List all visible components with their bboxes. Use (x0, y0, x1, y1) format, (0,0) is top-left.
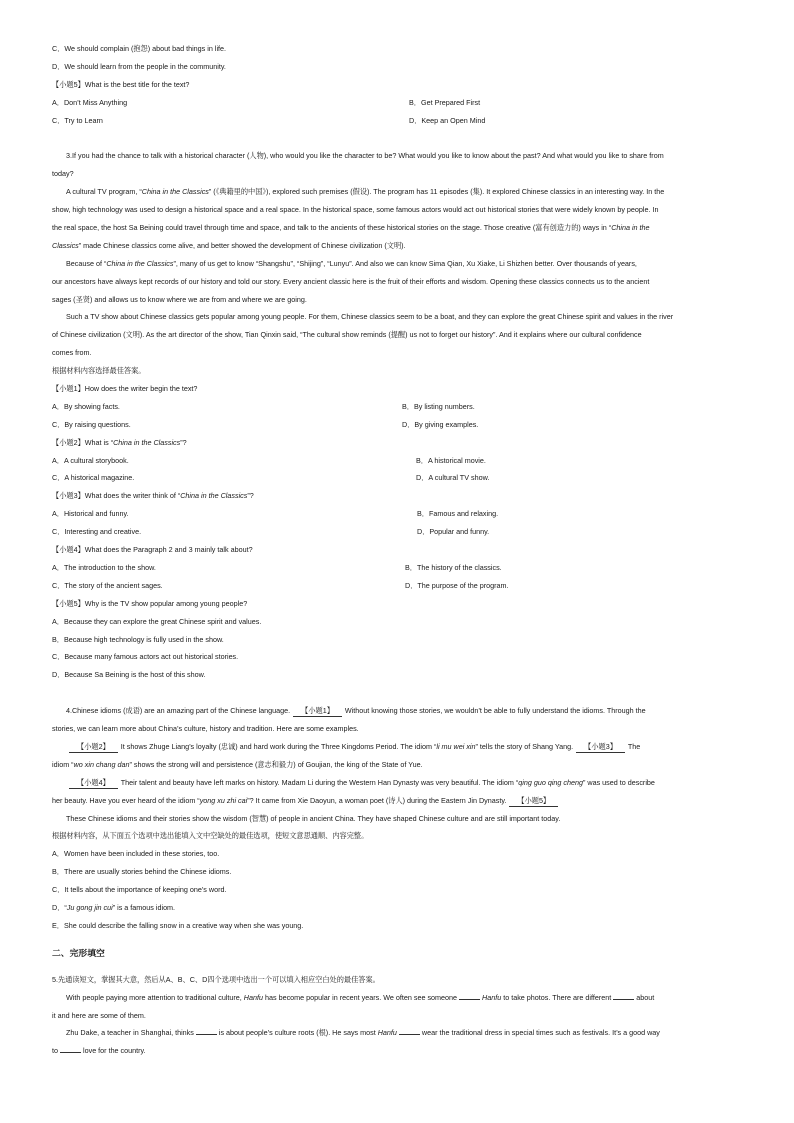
cloze-blank[interactable] (196, 1027, 217, 1035)
options-row (52, 416, 742, 434)
italic-title: China in the Classics (106, 258, 174, 268)
option-b: B．A historical movie. (416, 455, 486, 465)
question-stem: 【小题1】How does the writer begin the text? (52, 384, 198, 394)
paragraph-line (52, 774, 742, 792)
options-row (52, 112, 742, 130)
paragraph-line: These Chinese idioms and their stories show the wisdom (智慧) of people in ancient China. They have shaped Chinese culture and are still important today. (66, 813, 561, 823)
text-run: ” is a famous idiom. (112, 902, 176, 912)
italic-idiom: li mu wei xin (436, 741, 476, 751)
paragraph-line: today? (52, 169, 74, 179)
paragraph-line (52, 1024, 742, 1042)
paragraph-line: show, high technology was used to design a historical space and a real space. In the historical space, some famous actors would act out historical stories that were widely known by people. In (52, 205, 659, 215)
instruction: 根据材料内容，从下面五个选项中选出能填入文中空缺处的最佳选项，使短文意思通顺、内容完整。 (52, 831, 369, 841)
option-b: B．By listing numbers. (402, 401, 475, 411)
option-a: A．Historical and funny. (52, 509, 129, 519)
cloze-blank[interactable] (399, 1027, 420, 1035)
text-run: wear the traditional dress in special times such as festivals. It’s a good way (421, 1028, 660, 1038)
paragraph-line: it and here are some of them. (52, 1010, 146, 1020)
document-page (52, 40, 742, 1060)
paragraph-line (52, 1042, 742, 1060)
italic-title: China in the Classics (180, 491, 248, 501)
options-row (52, 94, 742, 112)
option-c: C．Interesting and creative. (52, 527, 142, 537)
options-row (52, 452, 742, 470)
cloze-blank[interactable] (60, 1045, 81, 1053)
question-blank[interactable]: 【小题4】 (69, 778, 118, 789)
italic-idiom: wo xin chang dan (73, 759, 130, 769)
paragraph-line (52, 255, 742, 273)
text-run: Without knowing those stories, we wouldn’t be able to fully understand the idioms. Through the (344, 706, 646, 716)
text-run: 【小题2】What is “ (52, 437, 114, 447)
paragraph-line (52, 237, 742, 255)
text-run: 4.Chinese idioms (成语) are an amazing part of the Chinese language. (66, 706, 291, 716)
paragraph-line: stories, we can learn more about China’s culture, history and tradition. Here are some examples. (52, 724, 359, 734)
text-run: With people paying more attention to traditional culture, (66, 992, 242, 1002)
italic-word: Hanfu (243, 992, 263, 1002)
option-a: A．Women have been included in these stories, too. (52, 849, 220, 859)
text-run: ” tells the story of Shang Yang. (475, 741, 574, 751)
option-c: C．Because many famous actors act out historical stories. (52, 652, 239, 662)
text-run: Because of “ (66, 258, 107, 268)
text-run: the real space, the host Sa Beining could travel through time and space, and talk to the ancients of these historical stories on the stage. Those creative (富有创造力的) ways in “ (52, 223, 612, 233)
question-stem (52, 434, 742, 452)
option-d: D．The purpose of the program. (405, 580, 509, 590)
text-run: is about people’s culture roots (根). He says most (218, 1028, 376, 1038)
option-c: C．The story of the ancient sages. (52, 580, 163, 590)
cloze-blank[interactable] (613, 992, 634, 1000)
text-run: D．“ (52, 902, 67, 912)
options-row (52, 523, 742, 541)
italic-title: China in the Classics (141, 187, 209, 197)
text-run: love for the country. (83, 1046, 146, 1056)
paragraph-line (52, 702, 742, 720)
paragraph-line: Such a TV show about Chinese classics gets popular among young people. For them, Chinese classics seem to be a boat, and they can explore the great Chinese spirit and values in the river (66, 312, 674, 322)
text-run: A cultural TV program, “ (66, 187, 142, 197)
option-a: A．The introduction to the show. (52, 562, 156, 572)
option-d: D．A cultural TV show. (416, 473, 490, 483)
options-row (52, 469, 742, 487)
paragraph-line: of Chinese civilization (文明). As the art director of the show, Tian Qinxin said, “The cultural show reminds (提醒) us not to forget our history”. And it explains where our cultural confidence (52, 330, 642, 340)
question-stem: 【小题5】What is the best title for the text? (52, 79, 190, 89)
question-blank[interactable]: 【小题2】 (69, 742, 118, 753)
options-row (52, 398, 742, 416)
italic-title: Classics (52, 240, 79, 250)
options-row (52, 559, 742, 577)
text-run: ” (《典籍里的中国》), explored such premises (假设). The program has 11 episodes (集). It explored Chinese classics in an interesting way. In the (208, 187, 665, 197)
option-d (52, 899, 742, 917)
option-e: E．She could describe the falling snow in a creative way when she was young. (52, 920, 304, 930)
text-run: ”? (180, 437, 187, 447)
question-blank[interactable]: 【小题3】 (576, 742, 625, 753)
text-run: ” made Chinese classics come alive, and better showed the development of Chinese civilization (文明). (78, 240, 406, 250)
text-run: Zhu Dake, a teacher in Shanghai, thinks (66, 1028, 194, 1038)
instruction: 5.先通读短文，掌握其大意，然后从A、B、C、D四个选项中选出一个可以填入相应空白处的最佳答案。 (52, 974, 380, 984)
paragraph-line (52, 792, 742, 810)
option-c: C．By raising questions. (52, 419, 131, 429)
cloze-blank[interactable] (459, 992, 480, 1000)
paragraph-line: sages (圣贤) and allows us to know where we are from and where we are going. (52, 294, 307, 304)
option-b: B．Get Prepared First (409, 97, 481, 107)
text-run: to (52, 1046, 58, 1056)
option-a: A．Because they can explore the great Chinese spirit and values. (52, 616, 262, 626)
text-run: The (627, 741, 641, 751)
option-d: D．We should learn from the people in the community. (52, 61, 226, 71)
option-a: A．A cultural storybook. (52, 455, 129, 465)
text-run: ”? (247, 491, 254, 501)
paragraph-line (52, 989, 742, 1007)
question-blank[interactable]: 【小题5】 (509, 796, 558, 807)
text-run: to take photos. There are different (503, 992, 612, 1002)
option-d: D．Popular and funny. (417, 527, 490, 537)
italic-idiom: qing guo qing cheng (518, 777, 583, 787)
text-run: idiom “ (52, 759, 74, 769)
question-stem (52, 487, 742, 505)
paragraph-line (52, 219, 742, 237)
italic-word: Hanfu (482, 992, 502, 1002)
option-b: B．There are usually stories behind the Chinese idioms. (52, 867, 232, 877)
option-d: D．Keep an Open Mind (409, 115, 486, 125)
option-b: B．Famous and relaxing. (417, 509, 499, 519)
option-c: C．We should complain (抱怨) about bad things in life. (52, 44, 227, 53)
text-run: 【小题3】What does the writer think of “ (52, 491, 181, 501)
question-stem: 【小题5】Why is the TV show popular among young people? (52, 598, 248, 608)
option-c: C．It tells about the importance of keeping one’s word. (52, 885, 227, 895)
text-run: ”, many of us get to know “Shangshu”, “Shijing”, “Lunyu”. And also we can know Sima Qian, Xu Xiake, Li Shizhen better. Over thousands of years, (173, 258, 637, 268)
option-b: B．The history of the classics. (405, 562, 502, 572)
section-heading: 二、完形填空 (52, 948, 105, 959)
italic-idiom: yong xu zhi cai (199, 795, 248, 805)
option-d: D．By giving examples. (402, 419, 479, 429)
question-stem: 【小题4】What does the Paragraph 2 and 3 mainly talk about? (52, 545, 253, 555)
text-run: ”? It came from Xie Daoyun, a woman poet (诗人) during the Eastern Jin Dynasty. (247, 795, 507, 805)
paragraph-line (52, 738, 742, 756)
option-b: B．Because high technology is fully used in the show. (52, 634, 224, 644)
option-a: A．Don’t Miss Anything (52, 97, 128, 107)
text-run: It shows Zhuge Liang’s loyalty (忠诚) and hard work during the Three Kingdoms Period. The idiom “ (120, 741, 437, 751)
text-run: Their talent and beauty have left marks on history. Madam Li during the Western Han Dynasty was very beautiful. The idiom “ (120, 777, 519, 787)
italic-idiom: Ju gong jin cui (66, 902, 113, 912)
instruction: 根据材料内容选择最佳答案。 (52, 366, 146, 376)
text-run: her beauty. Have you ever heard of the idiom “ (52, 795, 200, 805)
option-d: D．Because Sa Beining is the host of this show. (52, 670, 206, 680)
question-blank[interactable]: 【小题1】 (293, 706, 342, 717)
text-run: ” shows the strong will and persistence (意志和毅力) of Goujian, the king of the State of Yue. (129, 759, 423, 769)
options-row (52, 577, 742, 595)
paragraph-line (52, 756, 742, 774)
paragraph-line: 3.If you had the chance to talk with a historical character (人物), who would you like the character to be? What would you like to know about the past? And what would you like to share from (66, 151, 664, 161)
option-c: C．A historical magazine. (52, 473, 135, 483)
option-a: A．By showing facts. (52, 401, 120, 411)
text-run: about (636, 992, 655, 1002)
italic-word: Hanfu (377, 1028, 397, 1038)
text-run: has become popular in recent years. We often see someone (264, 992, 458, 1002)
option-c: C．Try to Learn (52, 115, 103, 125)
italic-title: China in the (611, 223, 650, 233)
paragraph-line (52, 183, 742, 201)
paragraph-line: comes from. (52, 348, 92, 358)
paragraph-line: our ancestors have always kept records of our history and told our story. Every ancient classic here is the fruit of their efforts and wisdom. Opening these classics connects us to the ancient (52, 276, 650, 286)
italic-title: China in the Classics (113, 437, 181, 447)
text-run: ” was used to describe (583, 777, 655, 787)
options-row (52, 505, 742, 523)
